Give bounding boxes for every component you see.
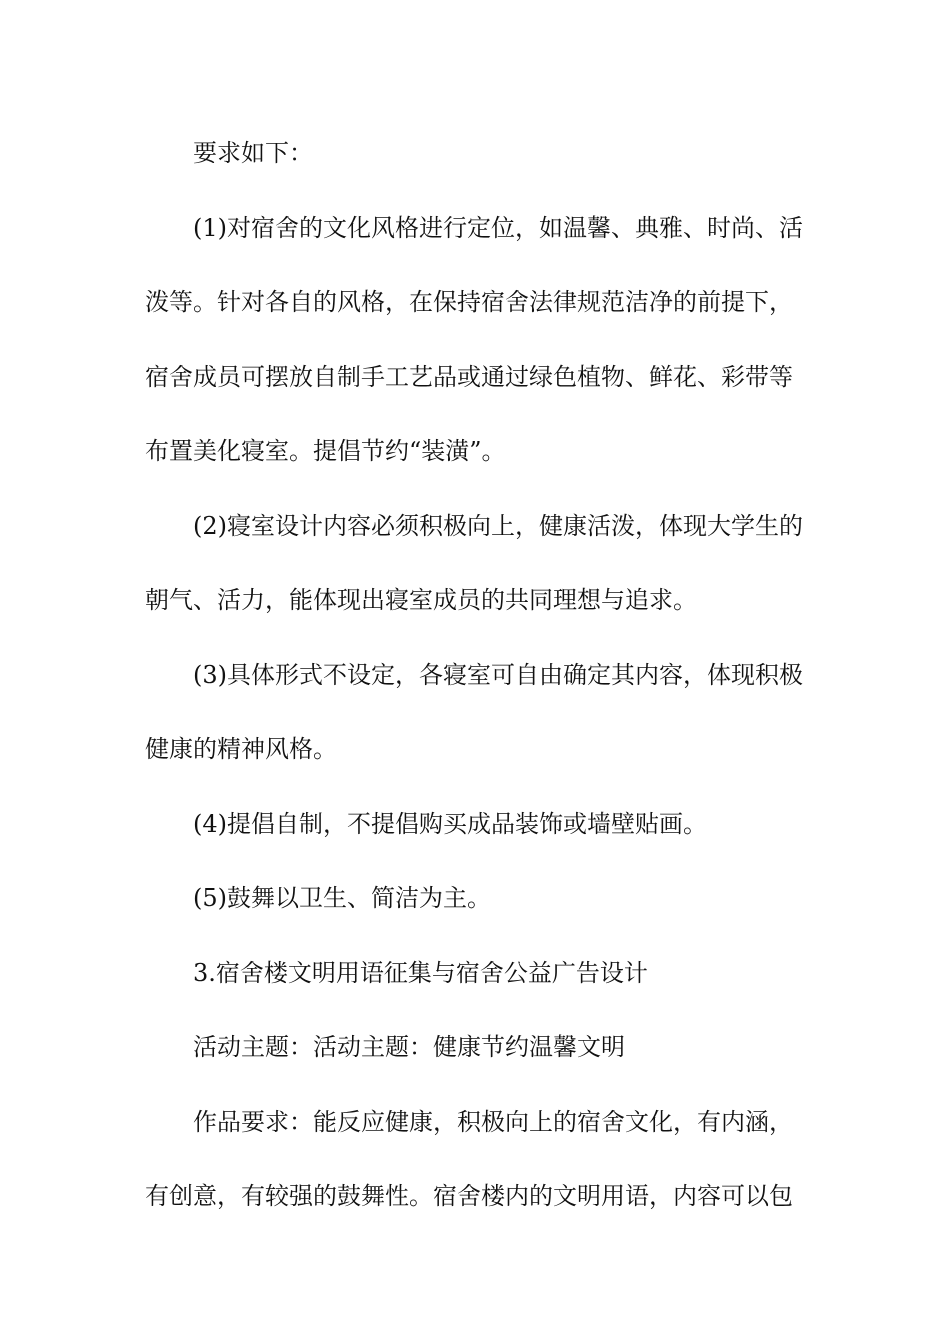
text-line-item-1-cont-3: 布置美化寝室。提倡节约“装潢”。 [145, 437, 506, 465]
text-line-item-5: (5)鼓舞以卫生、简洁为主。 [193, 884, 491, 912]
section-heading-3: 3.宿舍楼文明用语征集与宿舍公益广告设计 [193, 958, 648, 987]
text-line-item-1-cont-1: 泼等。针对各自的风格，在保持宿舍法律规范洁净的前提下， [145, 288, 793, 316]
text-line-activity-theme: 活动主题：活动主题：健康节约温馨文明 [193, 1033, 625, 1061]
text-line-item-1: (1)对宿舍的文化风格进行定位，如温馨、典雅、时尚、活 [193, 213, 803, 242]
text-line-item-2: (2)寝室设计内容必须积极向上，健康活泼，体现大学生的 [193, 511, 803, 540]
text-line-item-3-cont: 健康的精神风格。 [145, 735, 337, 763]
text-line-requirements-heading: 要求如下： [193, 139, 313, 167]
text-line-item-4: (4)提倡自制，不提倡购买成品装饰或墙壁贴画。 [193, 809, 707, 838]
text-line-work-requirements-cont: 有创意，有较强的鼓舞性。宿舍楼内的文明用语，内容可以包 [145, 1182, 793, 1210]
text-line-item-2-cont: 朝气、活力，能体现出寝室成员的共同理想与追求。 [145, 586, 697, 614]
text-line-work-requirements: 作品要求：能反应健康，积极向上的宿舍文化，有内涵， [193, 1107, 793, 1136]
text-line-item-1-cont-2: 宿舍成员可摆放自制手工艺品或通过绿色植物、鲜花、彩带等 [145, 362, 793, 391]
document-body [145, 116, 807, 1234]
text-line-item-3: (3)具体形式不设定，各寝室可自由确定其内容，体现积极 [193, 660, 803, 689]
